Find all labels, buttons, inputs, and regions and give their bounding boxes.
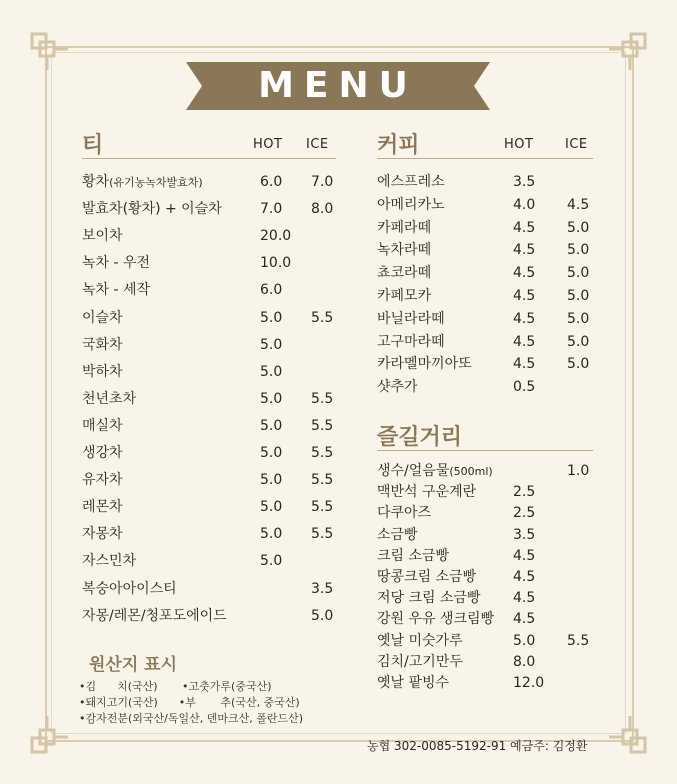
menu-item-name xyxy=(377,262,431,284)
menu-item-name xyxy=(377,353,472,375)
menu-item xyxy=(82,171,342,193)
hot-price: 4.5 xyxy=(513,219,536,236)
menu-item xyxy=(377,524,599,546)
menu-item xyxy=(82,605,342,627)
menu-item-label: 옛날 미숫가루 xyxy=(377,632,463,649)
menu-item xyxy=(82,279,342,301)
menu-item xyxy=(377,630,599,652)
menu-item-name xyxy=(82,388,136,411)
hot-price: 5.0 xyxy=(260,526,283,543)
menu-item-name xyxy=(377,308,445,330)
menu-item xyxy=(377,608,599,630)
snacks-divider xyxy=(377,450,593,451)
menu-item-name xyxy=(82,442,123,465)
menu-item-name xyxy=(377,331,445,353)
menu-item-name xyxy=(377,651,463,674)
menu-item-name xyxy=(82,334,123,357)
menu-item-label: 소금빵 xyxy=(377,526,418,543)
ice-price: 7.0 xyxy=(311,174,334,190)
menu-item-name xyxy=(82,198,222,221)
menu-item-name xyxy=(377,566,476,589)
menu-item xyxy=(82,550,342,572)
menu-item xyxy=(82,307,342,329)
hot-price: 4.5 xyxy=(513,242,536,259)
menu-item-name xyxy=(377,481,476,504)
menu-item-label: 이슬차 xyxy=(82,309,123,326)
ice-price: 5.5 xyxy=(311,526,334,543)
menu-item-label: 국화차 xyxy=(82,336,123,353)
tea-hot-header: HOT xyxy=(253,137,283,152)
ice-price: 1.0 xyxy=(567,463,590,479)
menu-item-label: 땅콩크림 소금빵 xyxy=(377,569,477,585)
menu-title: MENU xyxy=(258,65,418,106)
menu-item xyxy=(377,672,599,694)
menu-item xyxy=(377,460,599,482)
ice-price: 5.0 xyxy=(567,242,590,259)
tea-section-title: 티 xyxy=(82,133,104,158)
menu-item-note: (유기농녹차발효차) xyxy=(109,176,203,189)
menu-item-label: 레몬차 xyxy=(82,499,123,516)
origin-title: 원산지 표시 xyxy=(89,655,178,675)
menu-item-name xyxy=(82,578,177,601)
menu-item-label: 아메리카노 xyxy=(377,196,445,213)
menu-item-name xyxy=(82,307,123,330)
menu-item-name xyxy=(377,376,418,398)
menu-item-name xyxy=(377,460,493,483)
menu-item-name xyxy=(82,361,123,384)
hot-price: 5.0 xyxy=(260,445,283,461)
hot-price: 5.0 xyxy=(260,336,283,353)
ice-price: 5.5 xyxy=(311,417,334,434)
hot-price: 12.0 xyxy=(513,675,545,691)
menu-item-name xyxy=(377,502,431,525)
menu-item xyxy=(377,502,599,524)
menu-item xyxy=(82,388,342,410)
menu-item-name xyxy=(82,523,123,546)
ice-price: 5.5 xyxy=(311,499,334,516)
coffee-ice-header: ICE xyxy=(565,137,588,152)
menu-item-label: 자몽/레몬/청포도에이드 xyxy=(82,607,227,624)
menu-item-label: 샷추가 xyxy=(377,379,418,396)
menu-item-label: 생강차 xyxy=(82,445,123,461)
menu-item-label: 녹차 - 세작 xyxy=(82,282,151,299)
hot-price: 5.0 xyxy=(260,553,283,570)
menu-item-label: 자몽차 xyxy=(82,526,123,543)
menu-item xyxy=(377,308,599,330)
menu-item-label: 옛날 팥빙수 xyxy=(377,675,450,691)
ice-price: 8.0 xyxy=(311,201,334,218)
hot-price: 4.5 xyxy=(513,310,536,327)
menu-item-label: 자스민차 xyxy=(82,553,137,570)
menu-item-label: 보이차 xyxy=(82,228,123,245)
menu-item xyxy=(377,217,599,239)
hot-price: 3.5 xyxy=(513,526,536,543)
ice-price: 5.0 xyxy=(567,288,590,304)
menu-item-name xyxy=(377,171,445,193)
menu-item-label: 녹차 - 우전 xyxy=(82,255,151,272)
hot-price: 3.5 xyxy=(513,174,536,190)
hot-price: 4.5 xyxy=(513,333,536,350)
tea-ice-header: ICE xyxy=(306,137,329,152)
menu-item-name xyxy=(377,587,481,610)
menu-item xyxy=(377,262,599,284)
menu-item-label: 카페모카 xyxy=(377,288,432,304)
menu-banner xyxy=(186,62,490,110)
menu-item xyxy=(82,415,342,437)
menu-item-name xyxy=(82,496,123,519)
hot-price: 20.0 xyxy=(260,228,292,245)
menu-item-label: 다쿠아즈 xyxy=(377,505,432,522)
menu-item xyxy=(377,376,599,398)
menu-item-label: 생수/얼음물 xyxy=(377,463,450,479)
origin-line: •김 치(국산) •고춧가루(중국산) xyxy=(79,680,272,693)
knot-ornament-icon xyxy=(28,30,72,74)
menu-item-label: 매실차 xyxy=(82,417,123,434)
ice-price: 5.5 xyxy=(311,309,334,326)
menu-item-label: 쵸코라떼 xyxy=(377,265,432,282)
menu-item-name xyxy=(82,279,150,302)
ice-price: 5.0 xyxy=(567,310,590,327)
menu-item-label: 카페라떼 xyxy=(377,219,432,236)
menu-item-label: 황차 xyxy=(82,174,110,190)
menu-item xyxy=(377,331,599,353)
menu-item-name xyxy=(82,225,123,248)
menu-item xyxy=(377,651,599,673)
hot-price: 4.5 xyxy=(513,265,536,282)
hot-price: 5.0 xyxy=(260,472,283,489)
origin-line: •감자전분(외국산/독일산, 덴마크산, 폴란드산) xyxy=(79,712,304,725)
hot-price: 4.5 xyxy=(513,547,536,564)
bank-account: 농협 302-0085-5192-91 예금주: 김정환 xyxy=(367,739,588,753)
menu-item-label: 에스프레소 xyxy=(377,174,445,190)
snacks-section-title: 즐길거리 xyxy=(377,425,463,450)
menu-item-name xyxy=(377,630,463,653)
menu-item xyxy=(377,171,599,193)
menu-item xyxy=(377,587,599,609)
hot-price: 5.0 xyxy=(513,632,536,649)
hot-price: 4.5 xyxy=(513,288,536,304)
menu-item-name xyxy=(377,545,449,568)
menu-item xyxy=(377,194,599,216)
menu-item-label: 복숭아아이스티 xyxy=(82,580,177,597)
hot-price: 6.0 xyxy=(260,282,283,299)
menu-item-note: (500ml) xyxy=(449,465,493,478)
ice-price: 5.5 xyxy=(311,390,334,407)
knot-ornament-icon xyxy=(605,30,649,74)
ice-price: 4.5 xyxy=(567,196,590,213)
ice-price: 5.0 xyxy=(567,265,590,282)
ice-price: 5.5 xyxy=(567,632,590,649)
coffee-section-title: 커피 xyxy=(377,133,420,158)
menu-item-label: 맥반석 구운계란 xyxy=(377,484,477,501)
menu-item xyxy=(82,523,342,545)
hot-price: 7.0 xyxy=(260,201,283,218)
menu-item-name xyxy=(377,672,449,695)
menu-item xyxy=(377,353,599,375)
menu-item xyxy=(82,334,342,356)
menu-item-name xyxy=(82,550,136,573)
menu-item-name xyxy=(377,524,418,547)
menu-item-name xyxy=(82,171,203,194)
hot-price: 0.5 xyxy=(513,379,536,396)
hot-price: 4.5 xyxy=(513,590,536,607)
menu-item xyxy=(82,469,342,491)
hot-price: 2.5 xyxy=(513,505,536,522)
hot-price: 5.0 xyxy=(260,499,283,516)
tea-divider xyxy=(82,158,336,159)
menu-item-name xyxy=(377,239,431,261)
ice-price: 5.5 xyxy=(311,472,334,489)
coffee-divider xyxy=(377,158,593,159)
menu-item-name xyxy=(82,415,123,438)
coffee-hot-header: HOT xyxy=(504,137,534,152)
hot-price: 8.0 xyxy=(513,653,536,670)
hot-price: 10.0 xyxy=(260,255,292,272)
menu-item xyxy=(82,442,342,464)
menu-item-label: 크림 소금빵 xyxy=(377,547,450,564)
menu-item xyxy=(82,496,342,518)
menu-item-label: 발효차(황차) + 이슬차 xyxy=(82,201,222,218)
menu-item xyxy=(377,285,599,307)
menu-item-label: 카라멜마끼아또 xyxy=(377,356,472,373)
menu-item-name xyxy=(377,194,445,216)
menu-item-label: 강원 우유 생크림빵 xyxy=(377,611,495,628)
menu-item-label: 바닐라라떼 xyxy=(377,310,445,327)
menu-item xyxy=(82,361,342,383)
ice-price: 5.0 xyxy=(567,219,590,236)
ice-price: 3.5 xyxy=(311,580,334,597)
ice-price: 5.0 xyxy=(567,356,590,373)
menu-item-name xyxy=(82,252,150,275)
menu-item xyxy=(82,252,342,274)
menu-item-label: 녹차라떼 xyxy=(377,242,432,259)
menu-item xyxy=(82,198,342,220)
menu-item-name xyxy=(82,605,227,628)
hot-price: 2.5 xyxy=(513,484,536,501)
menu-item xyxy=(82,578,342,600)
menu-item-name xyxy=(377,608,494,631)
ice-price: 5.0 xyxy=(567,333,590,350)
ice-price: 5.5 xyxy=(311,445,334,461)
hot-price: 5.0 xyxy=(260,417,283,434)
hot-price: 5.0 xyxy=(260,309,283,326)
menu-item xyxy=(82,225,342,247)
menu-item-name xyxy=(82,469,123,492)
hot-price: 4.0 xyxy=(513,196,536,213)
knot-ornament-icon xyxy=(28,712,72,756)
menu-item xyxy=(377,566,599,588)
menu-item-label: 박하차 xyxy=(82,363,123,380)
hot-price: 6.0 xyxy=(260,174,283,190)
menu-item-label: 김치/고기만두 xyxy=(377,653,463,670)
hot-price: 4.5 xyxy=(513,611,536,628)
menu-item-name xyxy=(377,285,431,307)
menu-item-label: 유자차 xyxy=(82,472,123,489)
menu-item-name xyxy=(377,217,431,239)
knot-ornament-icon xyxy=(605,712,649,756)
hot-price: 5.0 xyxy=(260,390,283,407)
menu-item-label: 고구마라떼 xyxy=(377,333,445,350)
origin-line: •돼지고기(국산) •부 추(국산, 중국산) xyxy=(79,696,300,709)
menu-item xyxy=(377,481,599,503)
menu-item-label: 저당 크림 소금빵 xyxy=(377,590,481,607)
hot-price: 5.0 xyxy=(260,363,283,380)
hot-price: 4.5 xyxy=(513,569,536,585)
menu-item-label: 천년초차 xyxy=(82,390,137,407)
ice-price: 5.0 xyxy=(311,607,334,624)
menu-item xyxy=(377,545,599,567)
menu-item xyxy=(377,239,599,261)
hot-price: 4.5 xyxy=(513,356,536,373)
